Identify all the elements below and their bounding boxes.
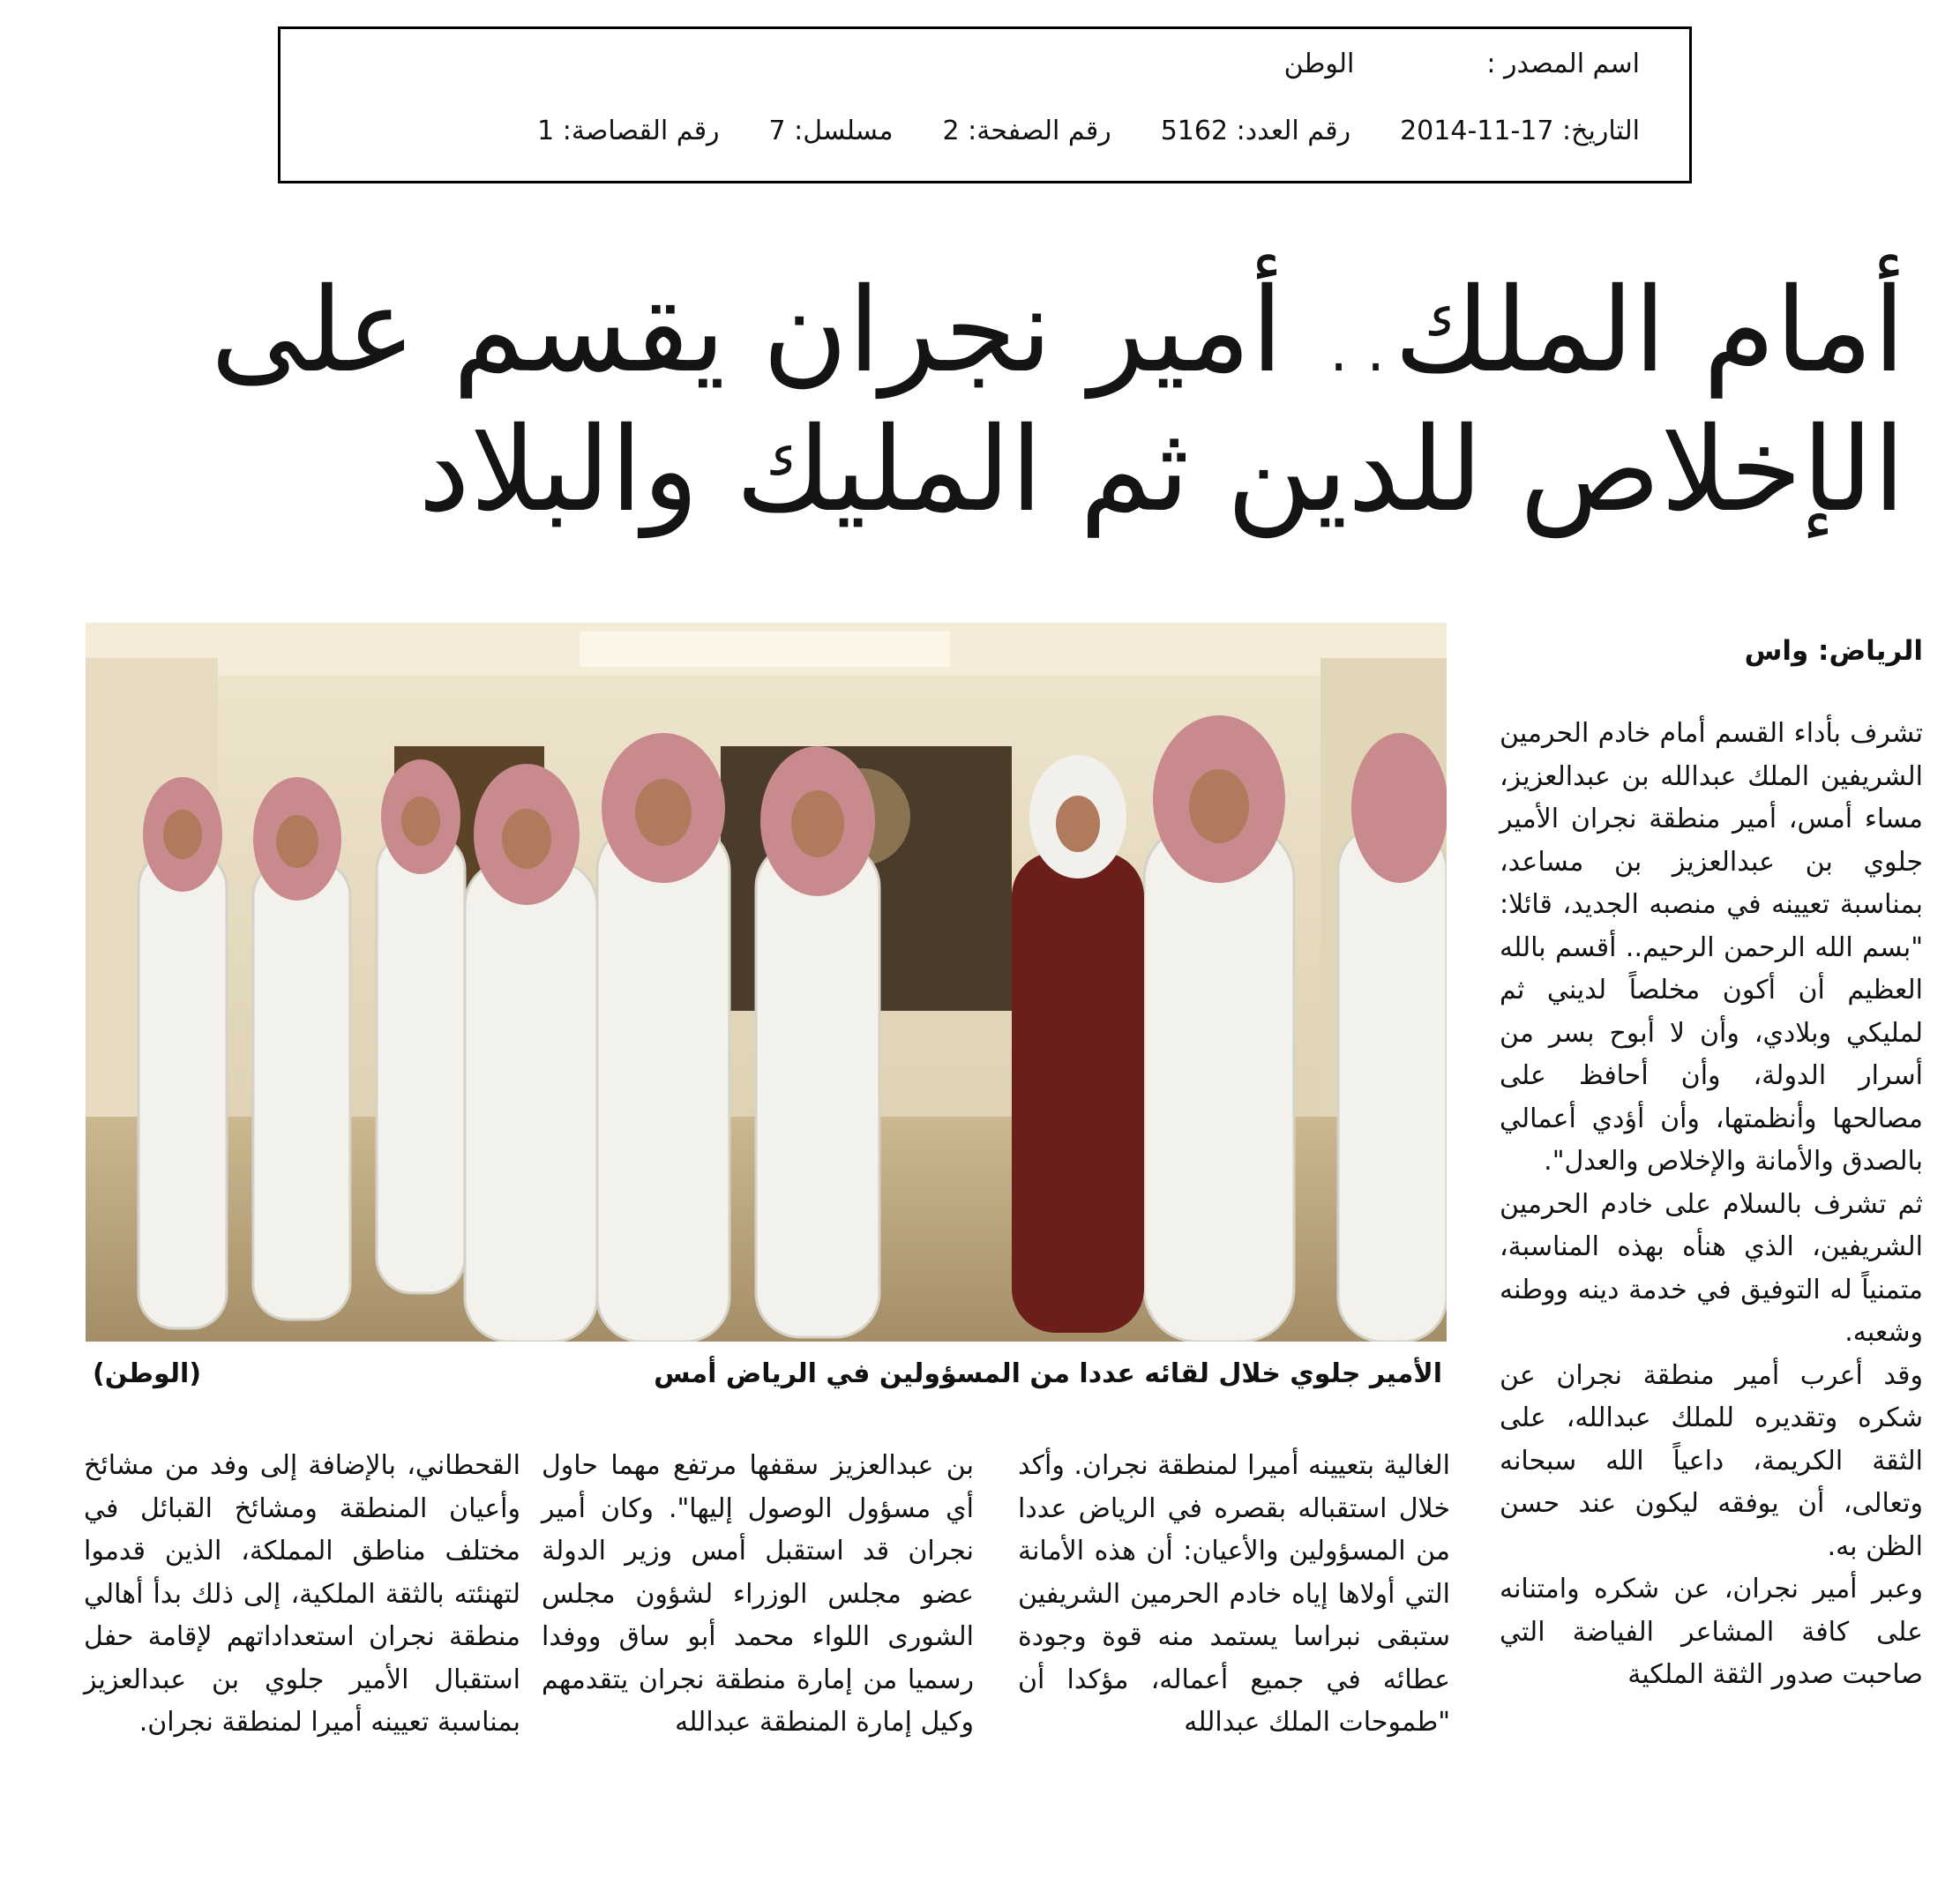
source-value: الوطن <box>1283 49 1355 79</box>
paragraph: القحطاني، بالإضافة إلى وفد من مشائخ وأعيان المنطقة ومشائخ القبائل في مختلف مناطق المملكة، الذين قدموا لتهنئته بالثقة الملكية، إلى ذلك بدأ أهالي منطقة نجران استعداداتهم لإقامة حفل استقبال الأمير جلوي بن عبدالعزيز بمناسبة تعيينه أميرا لمنطقة نجران. <box>84 1450 520 1738</box>
paragraph: بن عبدالعزيز سقفها مرتفع مهما حاول أي مسؤول الوصول إليها". وكان أمير نجران قد استقبل أمس وزير الدولة عضو مجلس الوزراء لشؤون مجلس الشورى اللواء محمد أبو ساق ووفدا رسميا من إمارة منطقة نجران يتقدمهم وكيل إمارة المنطقة عبدالله <box>542 1450 974 1738</box>
photo-credit: (الوطن) <box>93 1358 202 1389</box>
page-number-field: رقم الصفحة: 2 <box>942 116 1111 146</box>
paragraph: تشرف بأداء القسم أمام خادم الحرمين الشريفين الملك عبدالله بن عبدالعزيز، مساء أمس، أمير منطقة نجران الأمير جلوي بن عبدالعزيز بن مساعد، بمناسبة تعيينه في منصبه الجديد، قائلا: "بسم الله الرحمن الرحيم.. أقسم بالله العظيم أن أكون مخلصاً لديني ثم لمليكي وبلادي، وأن لا أبوح بسر من أسرار الدولة، وأن أحافظ على مصالحها وأنظمتها، وأن أؤدي أعمالي بالصدق والأمانة والإخلاص والعدل". <box>1500 718 1923 1177</box>
caption-text: الأمير جلوي خلال لقائه عددا من المسؤولين في الرياض أمس <box>654 1358 1442 1389</box>
paragraph: ثم تشرف بالسلام على خادم الحرمين الشريفين، الذي هنأه بهذه المناسبة، متمنياً له التوفيق في خدمة دينه ووطنه وشعبه. <box>1500 1188 1923 1348</box>
date-field: التاريخ: 17-11-2014 <box>1400 116 1640 146</box>
source-label: اسم المصدر : <box>1486 49 1640 79</box>
paragraph: وقد أعرب أمير منطقة نجران عن شكره وتقديره للملك عبدالله، على الثقة الكريمة، داعياً الله سبحانه وتعالى، أن يوفقه ليكون عند حسن الظن به. <box>1500 1359 1923 1562</box>
source-metadata-box <box>278 26 1692 183</box>
article-column-3 <box>542 1445 974 1745</box>
byline: الرياض: واس <box>1744 635 1923 667</box>
headline-line-2: الإخلاص للدين ثم المليك والبلاد <box>418 402 1905 538</box>
clip-number-field: رقم القصاصة: 1 <box>537 116 720 146</box>
headline <box>53 261 1905 540</box>
article-column-1 <box>1500 713 1923 1697</box>
article-column-2 <box>1018 1445 1450 1745</box>
photo-caption <box>86 1358 1447 1402</box>
article-column-4 <box>84 1445 520 1745</box>
paragraph: الغالية بتعيينه أميرا لمنطقة نجران. وأكد خلال استقباله بقصره في الرياض عددا من المسؤولين والأعيان: أن هذه الأمانة التي أولاها إياه خادم الحرمين الشريفين ستبقى نبراسا يستمد منه قوة وجودة عطائه في جميع أعماله، مؤكدا أن "طموحات الملك عبدالله <box>1018 1450 1450 1738</box>
headline-line-1: أمام الملك.. أمير نجران يقسم على <box>210 263 1905 399</box>
paragraph: وعبر أمير نجران، عن شكره وامتنانه على كافة المشاعر الفياضة التي صاحبت صدور الثقة الملكية <box>1500 1574 1923 1690</box>
source-row <box>1284 49 1640 79</box>
issue-details-row <box>537 116 1640 146</box>
serial-field: مسلسل: 7 <box>768 116 894 146</box>
issue-number-field: رقم العدد: 5162 <box>1160 116 1351 146</box>
article-photo <box>86 623 1447 1342</box>
